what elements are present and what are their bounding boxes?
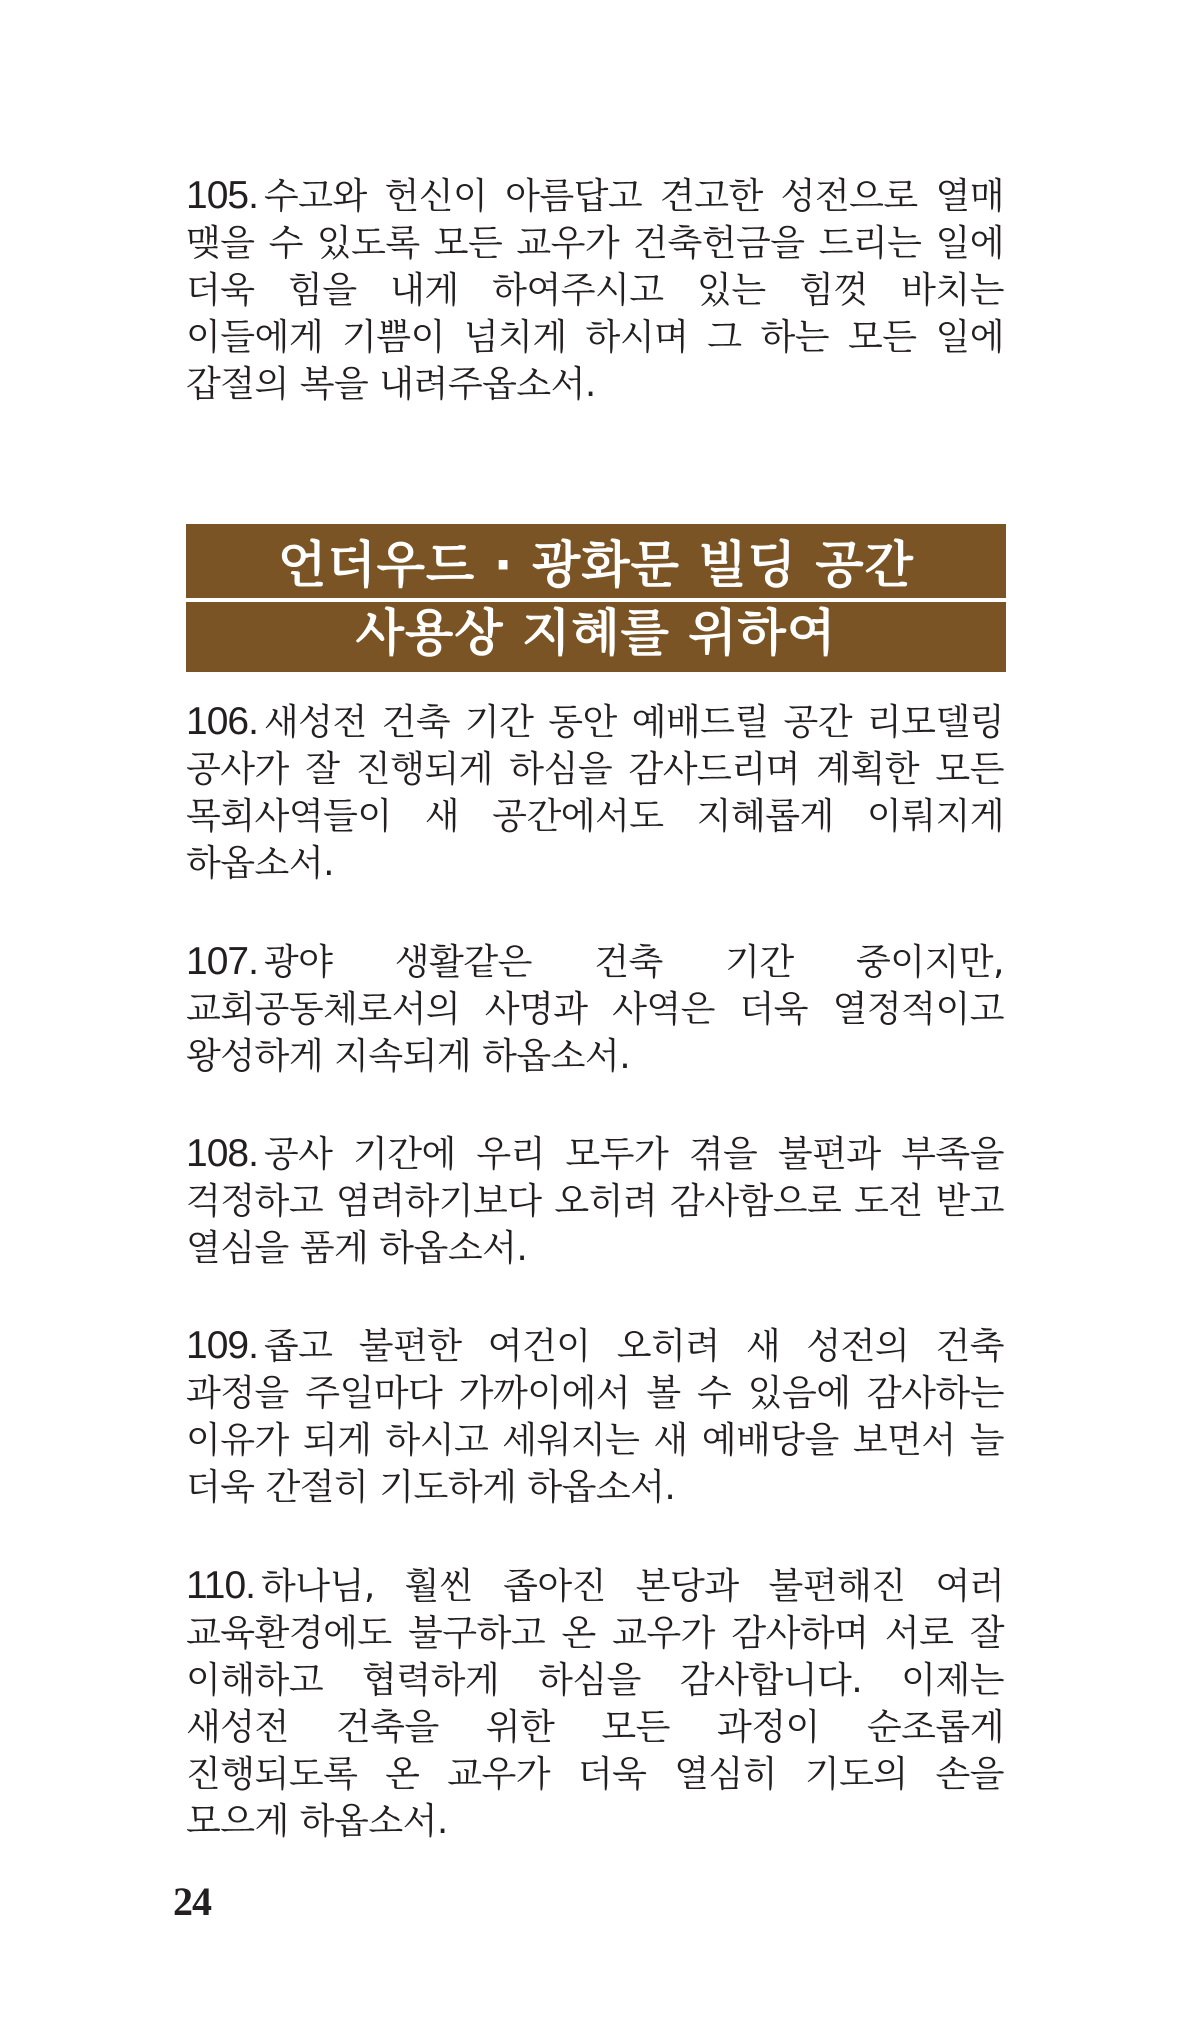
prayer-number: 109. (186, 1324, 258, 1367)
prayer-text: 수고와 헌신이 아름답고 견고한 성전으로 열매 맺을 수 있도록 모든 교우가 건축헌금을 드리는 일에 더욱 힘을 내게 하여주시고 있는 힘껏 바치는 이들에게 기쁨이 넘치게 하시며 그 하는 모든 일에 갑절의 복을 내려주옵소서. (186, 176, 1004, 405)
prayer-text: 새성전 건축 기간 동안 예배드릴 공간 리모델링 공사가 잘 진행되게 하심을 감사드리며 계획한 모든 목회사역들이 새 공간에서도 지혜롭게 이뤄지게 하옵소서. (186, 702, 1004, 884)
section-title-line2: 사용상 지혜를 위하여 (355, 604, 837, 662)
prayer-text: 하나님, 훨씬 좁아진 본당과 불편해진 여러 교육환경에도 불구하고 온 교우가 감사하며 서로 잘 이해하고 협력하게 하심을 감사합니다. 이제는 새성전 건축을 위한 모든 과정이 순조롭게 진행되도록 온 교우가 더욱 열심히 기도의 손을 모으게 하옵소서. (186, 1566, 1004, 1842)
prayer-number: 110. (186, 1564, 256, 1607)
prayer-number: 105. (186, 174, 258, 217)
prayer-item (186, 938, 1004, 1080)
prayer-item (186, 1322, 1004, 1511)
prayer-text: 좁고 불편한 여건이 오히려 새 성전의 건축 과정을 주일마다 가까이에서 볼 수 있음에 감사하는 이유가 되게 하시고 세워지는 새 예배당을 보면서 늘 더욱 간절히 기도하게 하옵소서. (186, 1326, 1004, 1508)
prayer-item (186, 1130, 1004, 1272)
prayer-number: 108. (186, 1132, 258, 1175)
prayer-text: 광야 생활같은 건축 기간 중이지만, 교회공동체로서의 사명과 사역은 더욱 열정적이고 왕성하게 지속되게 하옵소서. (186, 942, 1004, 1077)
section-title-line1: 언더우드 · 광화문 빌딩 공간 (278, 536, 914, 594)
section-header (186, 524, 1006, 672)
prayer-text: 공사 기간에 우리 모두가 겪을 불편과 부족을 걱정하고 염려하기보다 오히려 감사함으로 도전 받고 열심을 품게 하옵소서. (186, 1134, 1004, 1269)
page-number: 24 (173, 1879, 211, 1924)
prayer-number: 106. (186, 700, 258, 743)
prayer-item (186, 172, 1004, 408)
prayer-number: 107. (186, 940, 258, 983)
prayer-item (186, 1562, 1004, 1845)
prayer-item (186, 698, 1004, 887)
section-divider (186, 598, 1006, 602)
